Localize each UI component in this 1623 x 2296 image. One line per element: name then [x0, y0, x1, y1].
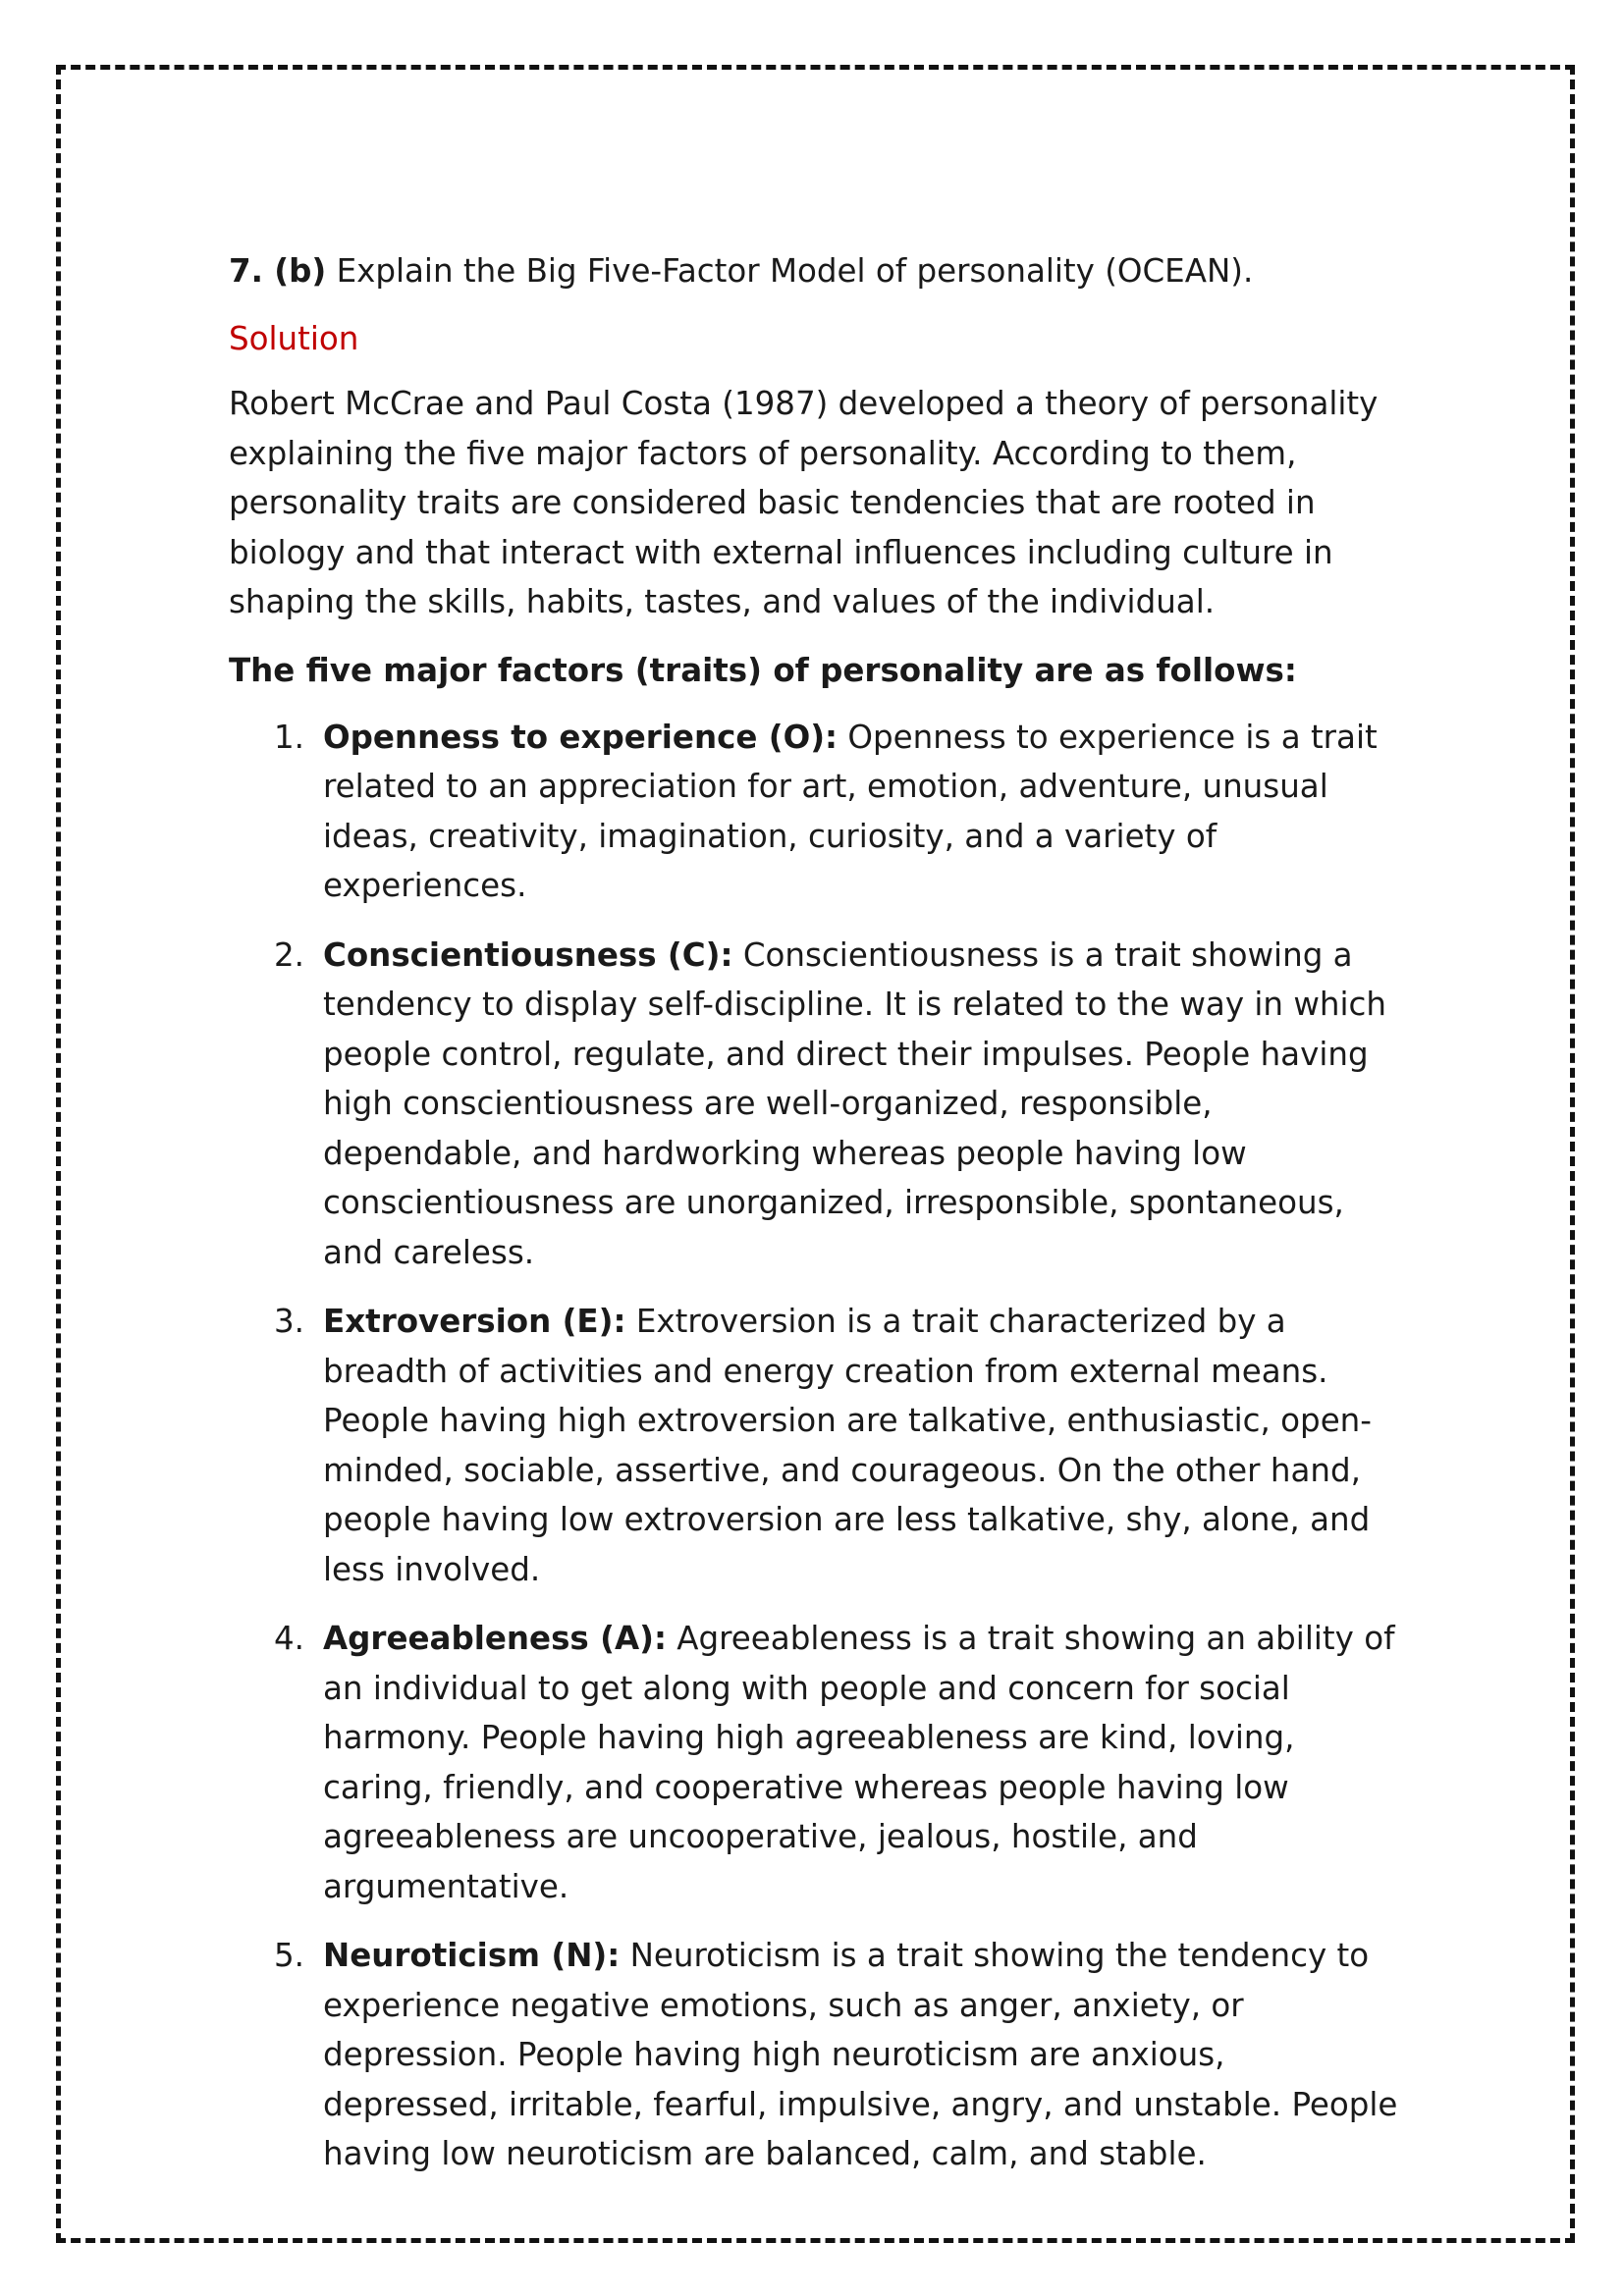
list-item-title: Neuroticism (N): [323, 1937, 621, 1974]
factor-list [229, 713, 1407, 2179]
list-item-number: 4. [274, 1620, 305, 1657]
list-item-number: 2. [274, 935, 305, 974]
list-item-number: 3. [274, 1303, 305, 1340]
answer-content [229, 245, 1407, 2199]
list-item-text: Agreeableness is a trait showing an ability of an individual to get along with people and concern for social harmony. People having high agreeableness are kind, loving, caring, friendly, and cooperative whereas people having low agreeableness are uncooperative, jealous, hostile, and argumentative. [323, 1620, 1395, 1905]
list-item-text: Conscientiousness is a trait showing a tendency to display self-discipline. It is related to the way in which people control, regulate, and direct their impulses. People having high conscientiousness are well-organized, responsible, dependable, and hardworking whereas people having low conscientiousness are unorganized, irresponsible, spontaneous, and careless. [323, 935, 1387, 1271]
list-item-number: 5. [274, 1937, 305, 1974]
question [229, 245, 1407, 296]
list-item-title: Agreeableness (A): [323, 1620, 667, 1657]
intro-paragraph: Robert McCrae and Paul Costa (1987) developed a theory of personality explaining the five major factors of personality. According to them, personality traits are considered basic tendencies that are rooted in biology and that interact with external influences including culture in shaping the skills, habits, tastes, and values of the individual. [229, 385, 1379, 620]
list-item-extroversion [229, 1297, 1407, 1594]
question-text: Explain the Big Five-Factor Model of personality (OCEAN). [336, 252, 1254, 290]
list-item-text: Openness to experience is a trait related to an appreciation for art, emotion, adventure, unusual ideas, creativity, imagination, curiosity, and a variety of experiences. [323, 718, 1378, 904]
list-heading: The five major factors (traits) of personality are as follows: [229, 651, 1297, 689]
solution-heading: Solution [229, 320, 359, 357]
question-number: 7. (b) [229, 252, 327, 290]
list-item-agreeableness [229, 1614, 1407, 1911]
list-item-title: Conscientiousness (C): [323, 935, 733, 974]
list-item-neuroticism [229, 1931, 1407, 2179]
list-item-title: Openness to experience (O): [323, 718, 839, 756]
list-item-text: Neuroticism is a trait showing the tendency to experience negative emotions, such as anger, anxiety, or depression. People having high neuroticism are anxious, depressed, irritable, fearful, impulsive, angry, and unstable. People having low neuroticism are balanced, calm, and stable. [323, 1937, 1398, 2172]
list-item-openness [229, 713, 1407, 911]
list-item-title: Extroversion (E): [323, 1303, 626, 1340]
list-item-number: 1. [274, 718, 305, 756]
list-item-conscientiousness [229, 931, 1407, 1278]
list-item-text: Extroversion is a trait characterized by a breadth of activities and energy creation from external means. People having high extroversion are talkative, enthusiastic, open-minded, sociable, assertive, and courageous. On the other hand, people having low extroversion are less talkative, shy, alone, and less involved. [323, 1303, 1373, 1588]
